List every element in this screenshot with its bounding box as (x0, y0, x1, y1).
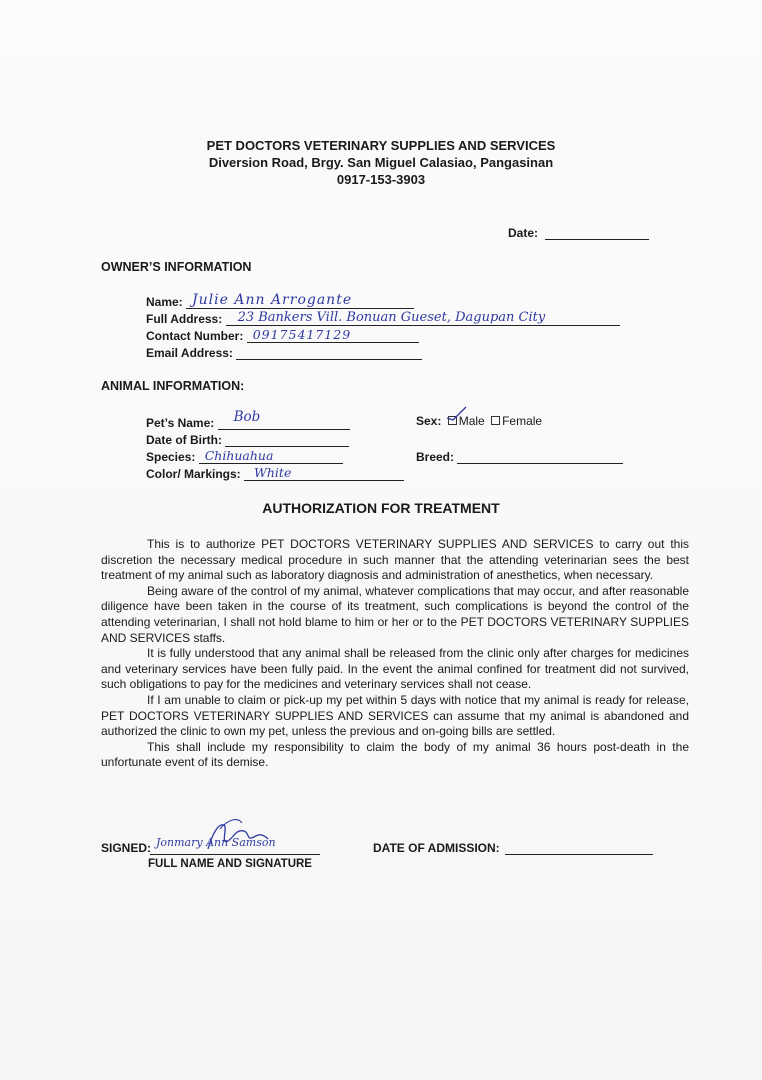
owner-name-value: Julie Ann Arrogante (192, 292, 353, 308)
date-of-admission-field[interactable] (373, 840, 653, 855)
date-of-admission-label: DATE OF ADMISSION: (373, 841, 500, 855)
color-markings-value: White (254, 465, 292, 480)
animal-section-title: ANIMAL INFORMATION: (101, 379, 245, 393)
authorization-paragraph: This shall include my responsibility to claim the body of my animal 36 hours post-death in the unfortunate event of its demise. (101, 739, 689, 770)
pet-name-field[interactable] (146, 409, 350, 430)
owner-section-title: OWNER’S INFORMATION (101, 260, 252, 274)
breed-label: Breed: (416, 450, 455, 464)
date-of-admission-line[interactable] (505, 840, 653, 855)
sex-label: Sex: (416, 414, 442, 428)
color-markings-field[interactable] (146, 465, 404, 481)
male-option-label: Male (458, 414, 485, 428)
dob-field[interactable] (146, 431, 349, 447)
authorization-paragraph: This is to authorize PET DOCTORS VETERINARY SUPPLIES AND SERVICES to carry out this discretion the necessary medical procedure in such manner that the attending veterinarian sees the best treatment of my animal such as laboratory diagnosis and administration of anesthetics, when necessary. (101, 537, 689, 583)
authorization-title: AUTHORIZATION FOR TREATMENT (262, 500, 500, 516)
authorization-paragraph: Being aware of the control of my animal, whatever complications that may occur, and after reasonable diligence have been taken in the course of its treatment, such complications is beyond the control of the attending veterinarian, I shall not hold blame to him or her or to the PET DOCTORS VETERINARY SUPPLIES AND SERVICES staffs. (101, 583, 689, 645)
handwritten-check-mark-icon (446, 405, 468, 421)
pet-name-label: Pet’s Name: (146, 416, 215, 430)
pet-name-value: Bob (233, 409, 261, 425)
signature-caption: FULL NAME AND SIGNATURE (148, 858, 312, 870)
owner-address-field[interactable] (146, 310, 620, 326)
signed-label: SIGNED: (101, 841, 152, 855)
female-option-label: Female (502, 414, 543, 428)
authorization-body (101, 537, 689, 771)
company-phone: 0917-153-3903 (336, 172, 426, 187)
owner-contact-label: Contact Number: (146, 329, 244, 343)
owner-address-label: Full Address: (146, 312, 223, 326)
owner-email-field[interactable] (146, 344, 422, 360)
owner-email-label: Email Address: (146, 346, 233, 360)
owner-address-value: 23 Bankers Vill. Bonuan Gueset, Dagupan City (237, 310, 546, 325)
date-field[interactable] (508, 225, 649, 240)
species-field[interactable] (146, 448, 343, 464)
owner-contact-field[interactable] (146, 327, 419, 343)
color-markings-label: Color/ Markings: (146, 467, 241, 481)
species-label: Species: (146, 450, 196, 464)
form-header (0, 137, 762, 188)
signature-scribble-icon (198, 815, 278, 853)
authorization-paragraph: It is fully understood that any animal shall be released from the clinic only after charges for medicines and veterinary services have been fully paid. In the event the animal confined for treatment did not survived, such obligations to pay for the medicines and veterinary services shall not cease. (101, 646, 689, 692)
sex-field (416, 414, 542, 428)
date-line[interactable] (545, 225, 649, 240)
authorization-paragraph: If I am unable to claim or pick-up my pet within 5 days with notice that my animal is ready for release, PET DOCTORS VETERINARY SUPPLIES AND SERVICES can assume that my animal is abandoned and authorized the clinic to own my pet, unless the previous and on-going bills are settled. (101, 692, 689, 739)
species-value: Chihuahua (204, 448, 274, 463)
dob-label: Date of Birth: (146, 433, 222, 447)
breed-field[interactable] (416, 448, 623, 464)
owner-name-label: Name: (146, 295, 183, 309)
owner-contact-value: 09175417129 (252, 327, 352, 342)
signed-name-value: Jonmary Ann Samson (156, 836, 276, 849)
company-name: PET DOCTORS VETERINARY SUPPLIES AND SERVICES (206, 138, 556, 153)
date-label: Date: (508, 226, 539, 240)
female-checkbox[interactable] (491, 416, 500, 425)
company-address: Diversion Road, Brgy. San Miguel Calasiao, Pangasinan (208, 155, 554, 170)
signature-line[interactable] (150, 854, 320, 855)
owner-name-field[interactable] (146, 293, 414, 309)
